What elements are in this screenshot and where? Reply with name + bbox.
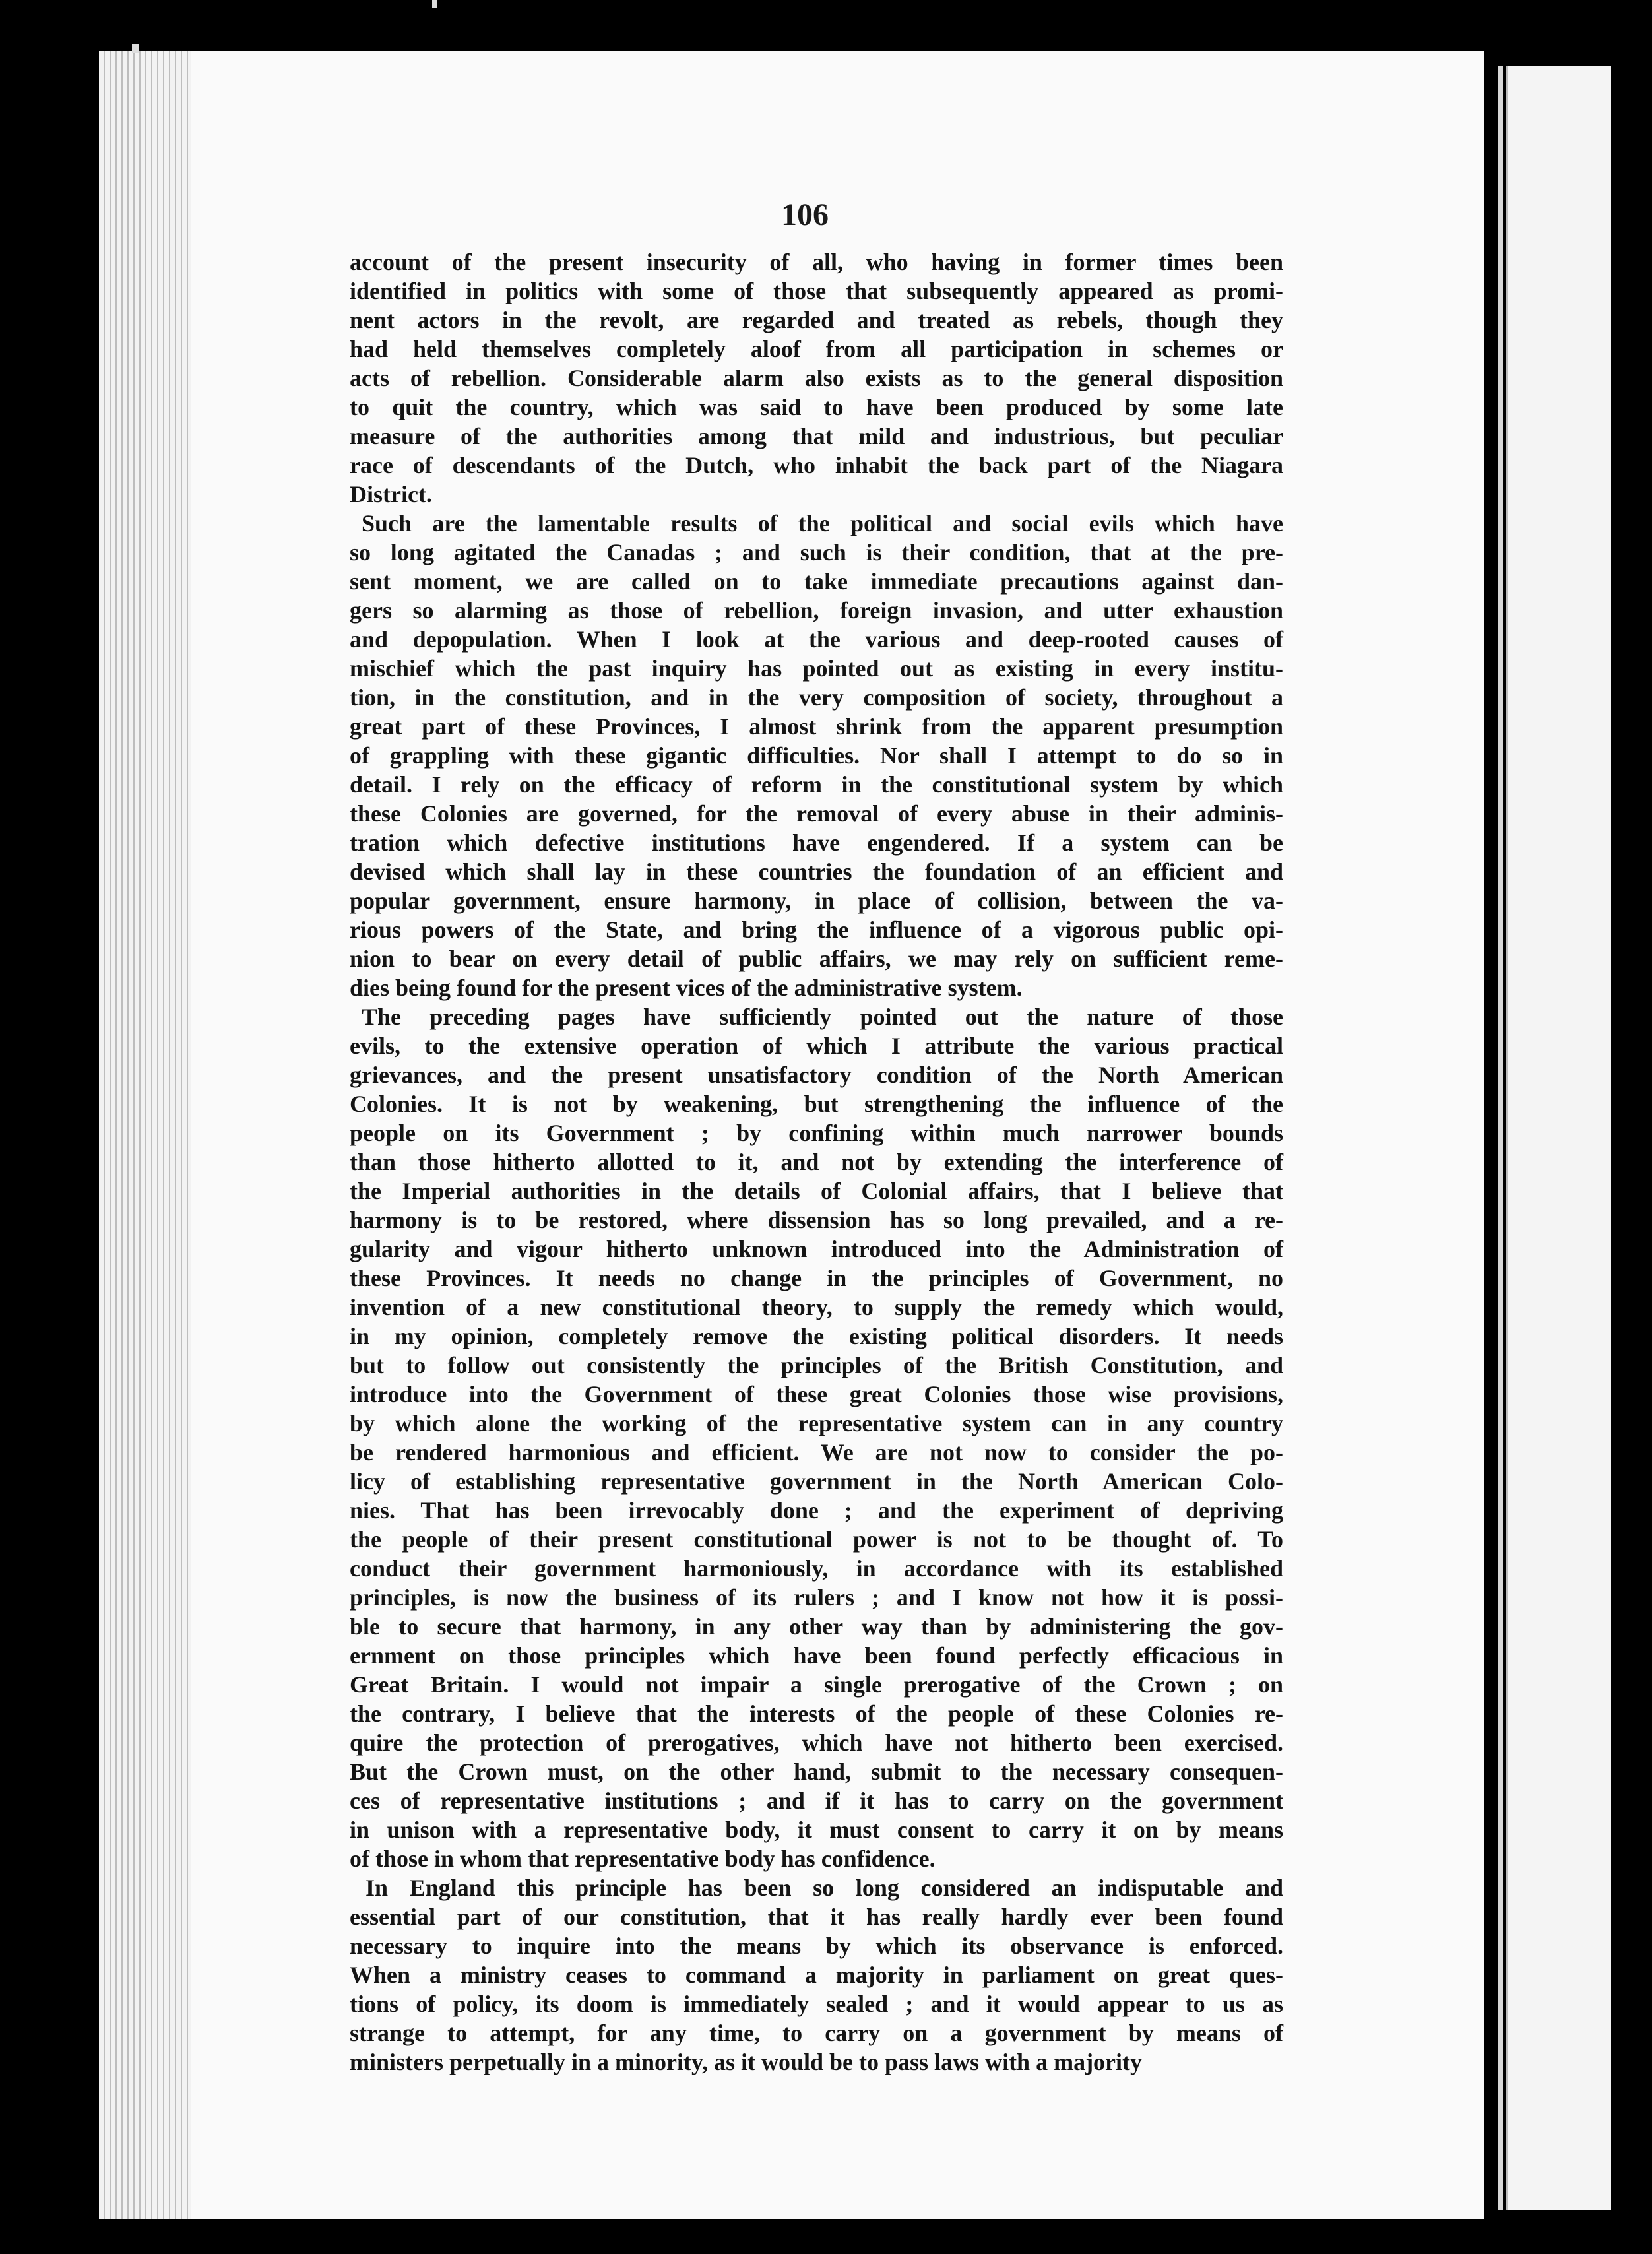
paragraph [350,1002,1283,1873]
text-line: of those in whom that representative body has confidence. [350,1846,936,1872]
text-line: tions of policy, its doom is immediately sealed ; and it would appear to us as [350,1991,1283,2017]
text-line: be rendered harmonious and efficient. We are not now to consider the po- [350,1439,1283,1465]
page-edge-stack [99,51,191,2219]
text-line: principles, is now the business of its rulers ; and I know not how it is possi- [350,1584,1283,1611]
scan-speck [132,44,139,53]
text-line: gers so alarming as those of rebellion, foreign invasion, and utter exhaustion [350,597,1283,624]
text-line: so long agitated the Canadas ; and such is their condition, that at the pre- [350,539,1283,565]
text-line: measure of the authorities among that mild and industrious, but peculiar [350,423,1283,449]
text-line: the Imperial authorities in the details of Colonial affairs, that I believe that [350,1178,1283,1204]
adjacent-page [1506,66,1611,2210]
text-line: ministers perpetually in a minority, as it would be to pass laws with a majority [350,2049,1143,2075]
text-line: Great Britain. I would not impair a single prerogative of the Crown ; on [350,1671,1283,1698]
text-line: rious powers of the State, and bring the influence of a vigorous public opi- [350,917,1283,943]
text-line: essential part of our constitution, that it has really hardly ever been found [350,1904,1283,1930]
text-line: District. [350,481,432,507]
text-line: identified in politics with some of those that subsequently appeared as promi- [350,278,1283,304]
text-line: devised which shall lay in these countries the foundation of an efficient and [350,858,1283,885]
text-line: by which alone the working of the representative system can in any country [350,1410,1283,1436]
text-line: gularity and vigour hitherto unknown introduced into the Administration of [350,1236,1283,1262]
text-line: nies. That has been irrevocably done ; and the experiment of depriving [350,1497,1283,1524]
paragraph [350,509,1283,1002]
text-line: of grappling with these gigantic difficulties. Nor shall I attempt to do so in [350,742,1283,769]
text-line: harmony is to be restored, where dissension has so long prevailed, and a re- [350,1207,1283,1233]
text-line: When a ministry ceases to command a majority in parliament on great ques- [350,1962,1283,1988]
text-line: in my opinion, completely remove the existing political disorders. It needs [350,1323,1283,1349]
text-line: ces of representative institutions ; and if it has to carry on the government [350,1787,1283,1814]
page-number: 106 [781,197,829,232]
text-line: But the Crown must, on the other hand, submit to the necessary consequen- [350,1758,1283,1785]
text-line: had held themselves completely aloof from all participation in schemes or [350,336,1283,362]
text-line: people on its Government ; by confining within much narrower bounds [350,1120,1283,1146]
text-line: dies being found for the present vices of the administrative system. [350,975,1023,1001]
text-line: ernment on those principles which have been found perfectly efficacious in [350,1642,1283,1669]
text-line: these Provinces. It needs no change in the principles of Government, no [350,1265,1283,1291]
text-line: and depopulation. When I look at the various and deep-rooted causes of [350,626,1283,653]
text-line: licy of establishing representative government in the North American Colo- [350,1468,1283,1495]
text-line: in unison with a representative body, it must consent to carry it on by means [350,1817,1283,1843]
text-line: the contrary, I believe that the interests of the people of these Colonies re- [350,1700,1283,1727]
text-line: quire the protection of prerogatives, which have not hitherto been exercised. [350,1729,1283,1756]
text-line: tion, in the constitution, and in the very composition of society, throughout a [350,684,1283,711]
text-line: account of the present insecurity of all, who having in former times been [350,249,1283,275]
text-line: popular government, ensure harmony, in place of collision, between the va- [350,887,1283,914]
text-line: In England this principle has been so long considered an indisputable and [365,1875,1283,1901]
scan-speck [432,0,437,8]
text-line: Colonies. It is not by weakening, but strengthening the influence of the [350,1091,1283,1117]
text-line: ble to secure that harmony, in any other way than by administering the gov- [350,1613,1283,1640]
text-line: The preceding pages have sufficiently pointed out the nature of those [362,1004,1283,1030]
text-line: the people of their present constitutional power is not to be thought of. To [350,1526,1283,1553]
text-line: nion to bear on every detail of public affairs, we may rely on sufficient reme- [350,946,1283,972]
text-line: mischief which the past inquiry has pointed out as existing in every institu- [350,655,1283,682]
text-line: tration which defective institutions have engendered. If a system can be [350,829,1283,856]
text-line: than those hitherto allotted to it, and not by extending the interference of [350,1149,1283,1175]
text-line: sent moment, we are called on to take immediate precautions against dan- [350,568,1283,595]
text-line: introduce into the Government of these great Colonies those wise provisions, [350,1381,1283,1407]
text-line: strange to attempt, for any time, to carry on a government by means of [350,2020,1283,2046]
text-line: acts of rebellion. Considerable alarm also exists as to the general disposition [350,365,1283,391]
text-line: race of descendants of the Dutch, who inhabit the back part of the Niagara [350,452,1283,478]
text-line: to quit the country, which was said to have been produced by some late [350,394,1283,420]
text-line: these Colonies are governed, for the removal of every abuse in their adminis- [350,800,1283,827]
text-line: detail. I rely on the efficacy of reform in the constitutional system by which [350,771,1283,798]
text-line: Such are the lamentable results of the political and social evils which have [362,510,1283,536]
text-line: evils, to the extensive operation of which I attribute the various practical [350,1033,1283,1059]
text-line: necessary to inquire into the means by which its observance is enforced. [350,1933,1283,1959]
text-line: grievances, and the present unsatisfactory condition of the North American [350,1062,1283,1088]
text-column [350,247,1283,2077]
paragraph [350,1873,1283,2077]
paragraph [350,247,1283,509]
gutter-line [1498,66,1503,2210]
text-line: but to follow out consistently the principles of the British Constitution, and [350,1352,1283,1378]
text-line: great part of these Provinces, I almost shrink from the apparent presumption [350,713,1283,740]
text-line: conduct their government harmoniously, in accordance with its established [350,1555,1283,1582]
text-line: nent actors in the revolt, are regarded and treated as rebels, though they [350,307,1283,333]
text-line: invention of a new constitutional theory, to supply the remedy which would, [350,1294,1283,1320]
